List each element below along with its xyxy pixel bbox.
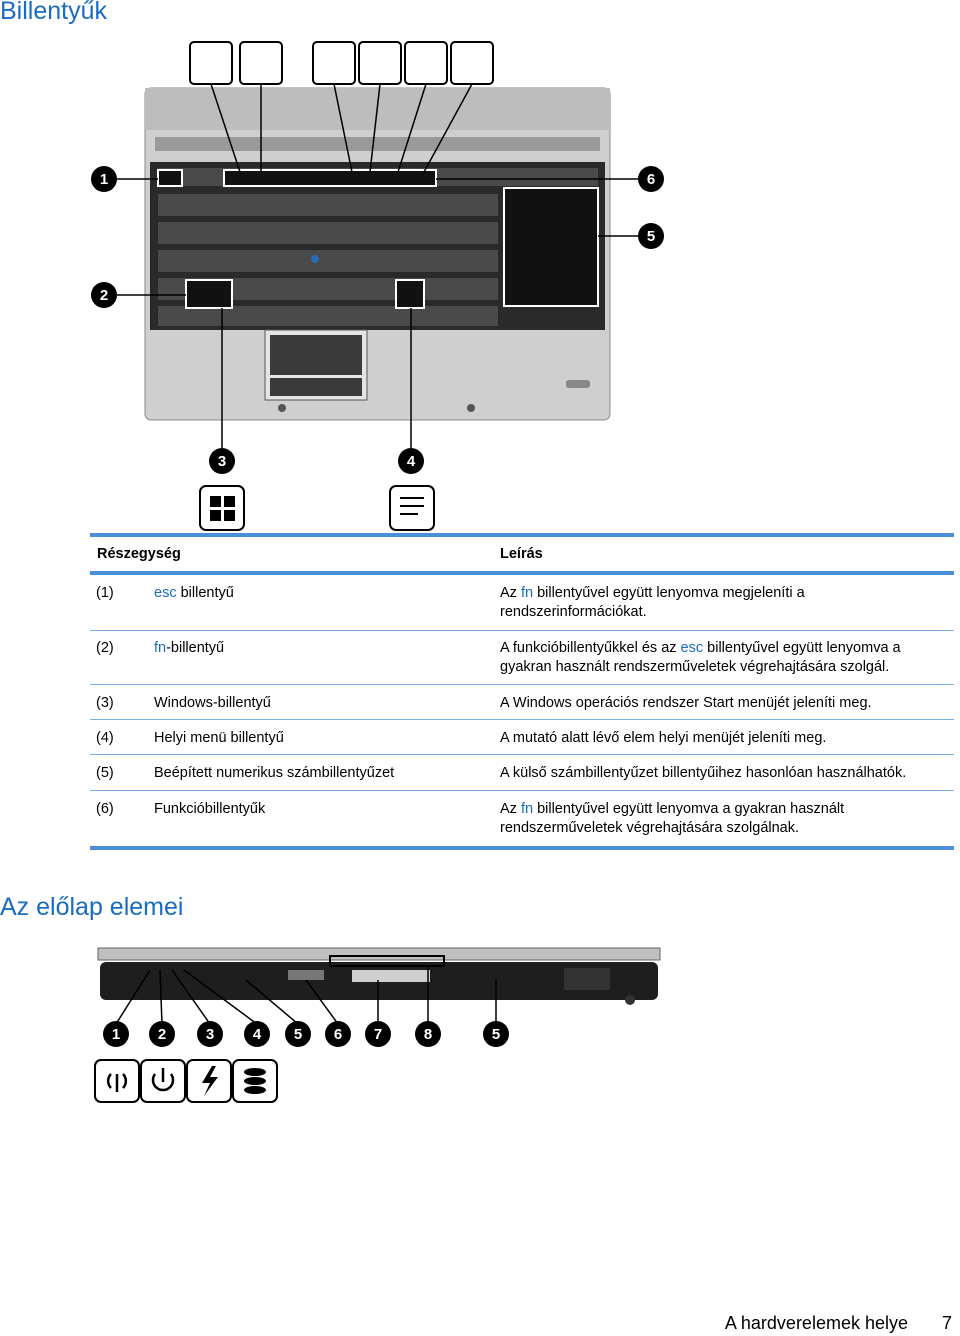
row-part: fn-billentyű	[154, 640, 225, 656]
row-num: (4)	[96, 730, 114, 746]
row-part: Helyi menü billentyű	[154, 730, 284, 746]
row-desc: A külső számbillentyűzet billentyűihez hasonlóan használhatók.	[500, 765, 907, 781]
row-part: Beépített numerikus számbillentyűzet	[154, 765, 395, 781]
callout-4: 4	[406, 453, 416, 470]
callout-2: 2	[99, 287, 109, 304]
callout-3: 3	[217, 453, 227, 470]
header-part: Részegység	[97, 546, 181, 562]
row-num: (5)	[96, 765, 114, 781]
callout-1: 1	[99, 171, 109, 188]
front-callout-1: 1	[111, 1026, 121, 1043]
row-num: (6)	[96, 801, 114, 817]
keyboard-illustration	[0, 30, 960, 535]
callout-5: 5	[646, 228, 656, 245]
row-part: Funkcióbillentyűk	[154, 801, 266, 817]
row-desc: Az fn billentyűvel együtt lenyomva a gyakran használt rendszerműveletek végrehajtására szolgálnak.	[500, 801, 845, 836]
front-callout-4: 4	[252, 1026, 262, 1043]
front-callout-8: 8	[423, 1026, 433, 1043]
front-callout-5b: 5	[491, 1026, 501, 1043]
footer-chapter: A hardverelemek helye	[724, 1313, 908, 1333]
section-title-keys: Billentyűk	[0, 0, 107, 25]
windows-key-icon	[200, 486, 244, 530]
front-callout-7: 7	[373, 1026, 383, 1043]
row-desc: A mutató alatt lévő elem helyi menüjét jeleníti meg.	[500, 730, 827, 746]
callout-6: 6	[646, 171, 656, 188]
row-desc: A funkcióbillentyűkkel és az esc billentyűvel együtt lenyomva a gyakran használt rendszerműveletek végrehajtására szolgál.	[500, 640, 901, 675]
front-callout-6: 6	[333, 1026, 343, 1043]
header-desc: Leírás	[500, 546, 543, 562]
front-panel-illustration	[0, 940, 960, 1110]
page-number: 7	[941, 1313, 952, 1333]
row-part: Windows-billentyű	[154, 695, 271, 711]
row-num: (3)	[96, 695, 114, 711]
section-title-front: Az előlap elemei	[0, 893, 184, 921]
front-callout-5: 5	[293, 1026, 303, 1043]
row-desc: A Windows operációs rendszer Start menüjét jeleníti meg.	[500, 695, 872, 711]
front-callout-3: 3	[205, 1026, 215, 1043]
row-desc: Az fn billentyűvel együtt lenyomva megjeleníti a rendszerinformációkat.	[500, 585, 805, 620]
front-callout-2: 2	[157, 1026, 167, 1043]
row-num: (2)	[96, 640, 114, 656]
context-menu-key-icon	[390, 486, 434, 530]
row-part: esc billentyű	[154, 585, 234, 601]
row-num: (1)	[96, 585, 114, 601]
